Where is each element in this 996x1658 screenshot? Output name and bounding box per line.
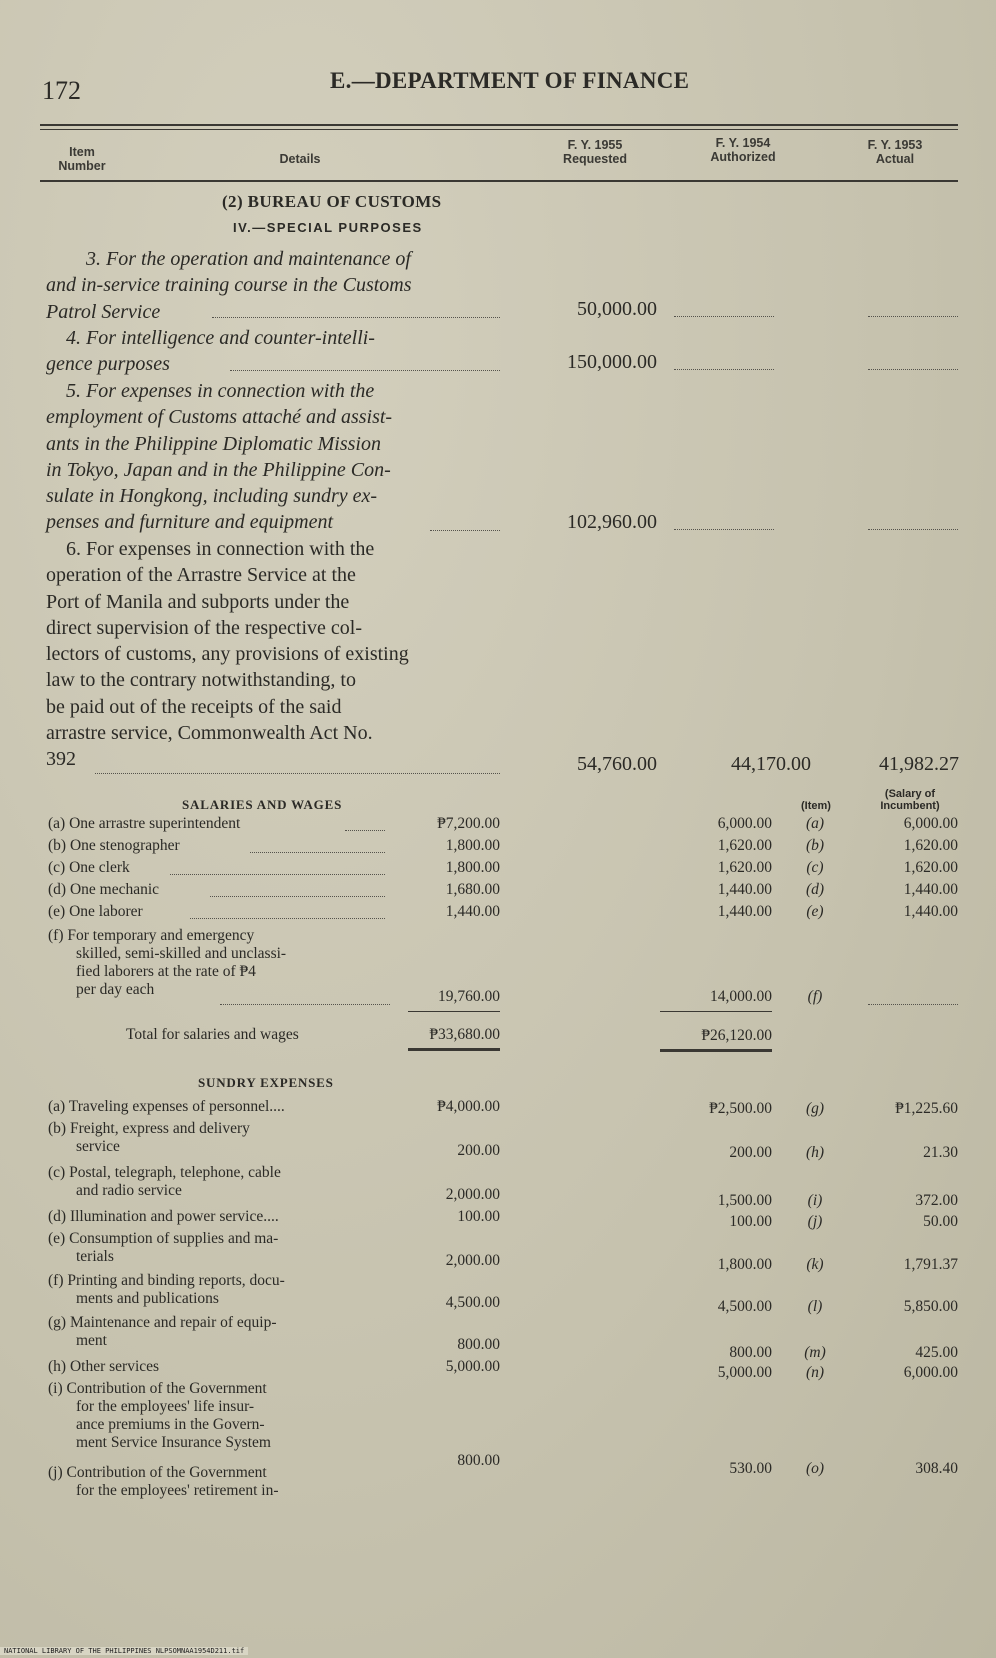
scan-footer: NATIONAL LIBRARY OF THE PHILIPPINES NLPSOMNAA1954D211.tif <box>0 1647 248 1655</box>
sundry-row-actual: 6,000.00 <box>903 1364 958 1381</box>
sundry-row-mark: (g) <box>805 1100 825 1117</box>
salary-row-mark: (c) <box>806 859 824 876</box>
leader-4-actual <box>868 369 958 370</box>
total-auth-double-rule <box>660 1049 772 1052</box>
sundry-row: (j) Contribution of the Government for the employees' retirement in- <box>48 1464 279 1499</box>
salary-row-amount: 1,440.00 <box>445 903 500 920</box>
salary-row-mark: (b) <box>805 837 825 854</box>
leader-6 <box>95 773 500 774</box>
item-4-requested: 150,000.00 <box>567 351 657 373</box>
sundry-row-amount: 100.00 <box>457 1208 500 1225</box>
page-title: E.—DEPARTMENT OF FINANCE <box>330 68 690 93</box>
salary-row-mark: (d) <box>805 881 825 898</box>
salary-row-leader <box>210 896 385 897</box>
page-number: 172 <box>42 76 81 105</box>
leader-3-auth <box>674 316 774 317</box>
leader-3-actual <box>868 316 958 317</box>
col-fy1955: F. Y. 1955 Requested <box>563 138 627 166</box>
col-fy1953: F. Y. 1953 Actual <box>867 138 923 166</box>
salary-row-amount: 1,680.00 <box>445 881 500 898</box>
sundry-row: (c) Postal, telegraph, telephone, cable and radio service <box>48 1164 281 1199</box>
sundry-row-actual: 50.00 <box>923 1213 958 1230</box>
incumbent-col-hdr: (Salary of Incumbent) <box>880 788 940 812</box>
leader-temp-actual <box>868 1004 958 1005</box>
sundry-row: (e) Consumption of supplies and ma- terials <box>48 1230 279 1265</box>
sundry-row-auth: 1,800.00 <box>717 1256 772 1273</box>
sundry-row-auth: 530.00 <box>729 1460 772 1477</box>
sundry-row-auth: 200.00 <box>729 1144 772 1161</box>
sundry-row-mark: (n) <box>805 1364 825 1381</box>
sundry-row-amount: 2,000.00 <box>445 1252 500 1269</box>
temp-amount: 19,760.00 <box>438 988 500 1005</box>
sundry-row: (f) Printing and binding reports, docu- ments and publications <box>48 1272 285 1307</box>
salary-row-mark: (e) <box>806 903 824 920</box>
sundry-row-auth: 1,500.00 <box>717 1192 772 1209</box>
sundry-row-amount: 5,000.00 <box>445 1358 500 1375</box>
top-rule <box>40 124 958 126</box>
sundry-row-actual: 5,850.00 <box>903 1298 958 1315</box>
salaries-heading: SALARIES AND WAGES <box>182 797 343 812</box>
bureau-heading: (2) BUREAU OF CUSTOMS <box>222 192 442 211</box>
leader-temp <box>220 1004 390 1005</box>
top-rule-2 <box>40 129 958 130</box>
salary-row-actual: 1,620.00 <box>903 859 958 876</box>
salary-row-actual: 6,000.00 <box>903 815 958 832</box>
total-double-rule <box>408 1048 500 1051</box>
salary-row-leader <box>190 918 385 919</box>
item-6-requested: 54,760.00 <box>577 753 657 775</box>
item-3: 3. For the operation and maintenance of and in-service training course in the Customs Patrol Service <box>46 248 412 323</box>
sundry-row-mark: (k) <box>806 1256 824 1273</box>
total-rule-top <box>408 1011 500 1012</box>
sundry-row-actual: 308.40 <box>915 1460 958 1477</box>
sundry-row-amount: 200.00 <box>457 1142 500 1159</box>
sundry-row-auth: 800.00 <box>729 1344 772 1361</box>
salary-row-amount: ₱7,200.00 <box>437 815 500 832</box>
sundry-row-amount: 2,000.00 <box>445 1186 500 1203</box>
sundry-row-auth: 5,000.00 <box>717 1364 772 1381</box>
sundry-row-actual: 372.00 <box>915 1192 958 1209</box>
leader-4-auth <box>674 369 774 370</box>
salary-row-leader <box>345 830 385 831</box>
sundry-heading: SUNDRY EXPENSES <box>198 1075 334 1090</box>
sundry-row-actual: ₱1,225.60 <box>895 1100 958 1117</box>
sundry-row-mark: (j) <box>807 1213 823 1230</box>
item-5-requested: 102,960.00 <box>567 511 657 533</box>
sundry-row-mark: (i) <box>807 1192 823 1209</box>
salary-row-auth: 1,620.00 <box>717 859 772 876</box>
salary-row-label: (c) One clerk <box>48 859 130 876</box>
salary-row-leader <box>170 874 385 875</box>
temp-mark: (f) <box>807 988 823 1005</box>
item-6: 6. For expenses in connection with the operation of the Arrastre Service at the Port of Manila and subports under the direct supervision of the respective col- lectors of customs, any provisions of existing law to the contrary notwithstanding, to be paid out of the receipts of the said arrastre service, Commonwealth Act No. 392 <box>46 538 409 771</box>
item-4: 4. For intelligence and counter-intelli- gence purposes <box>46 327 375 376</box>
salary-row-auth: 1,440.00 <box>717 881 772 898</box>
salary-row-label: (e) One laborer <box>48 903 143 920</box>
sundry-row-amount: 4,500.00 <box>445 1294 500 1311</box>
salary-row-label: (d) One mechanic <box>48 881 160 898</box>
salary-row-leader <box>250 852 385 853</box>
item-3-requested: 50,000.00 <box>577 298 657 320</box>
item-6-authorized: 44,170.00 <box>731 753 811 775</box>
salary-row-auth: 6,000.00 <box>717 815 772 832</box>
leader-5-actual <box>868 529 958 530</box>
sundry-row: (a) Traveling expenses of personnel.... <box>48 1098 285 1115</box>
salary-row-mark: (a) <box>805 815 825 832</box>
leader-3 <box>212 317 500 318</box>
salaries-total-auth: ₱26,120.00 <box>701 1027 772 1044</box>
sundry-row: (i) Contribution of the Government for the employees' life insur- ance premiums in the Govern- ment Service Insurance System <box>48 1380 271 1451</box>
temp-auth: 14,000.00 <box>710 988 772 1005</box>
salary-row-auth: 1,440.00 <box>717 903 772 920</box>
sundry-row-amount: 800.00 <box>457 1452 500 1469</box>
item-col-hdr: (Item) <box>801 800 831 812</box>
sundry-row: (g) Maintenance and repair of equip- ment <box>48 1314 277 1349</box>
item-6-actual: 41,982.27 <box>879 753 959 775</box>
sundry-row-auth: ₱2,500.00 <box>709 1100 772 1117</box>
sundry-row: (b) Freight, express and delivery service <box>48 1120 250 1155</box>
salary-row-actual: 1,440.00 <box>903 903 958 920</box>
salary-row-label: (a) One arrastre superintendent <box>48 815 241 832</box>
salary-row-amount: 1,800.00 <box>445 837 500 854</box>
salary-row-actual: 1,620.00 <box>903 837 958 854</box>
header-bottom-rule <box>40 180 958 182</box>
salaries-total-label: Total for salaries and wages <box>126 1026 299 1043</box>
salaries-total-amount: ₱33,680.00 <box>429 1026 500 1043</box>
sundry-row-amount: 800.00 <box>457 1336 500 1353</box>
sundry-row-actual: 1,791.37 <box>903 1256 958 1273</box>
salary-row-actual: 1,440.00 <box>903 881 958 898</box>
temp-laborers: (f) For temporary and emergency skilled, semi-skilled and unclassi- fied laborers at the rate of ₱4 per day each <box>48 927 287 998</box>
total-auth-rule-top <box>660 1011 772 1012</box>
leader-5-auth <box>674 529 774 530</box>
salary-row-auth: 1,620.00 <box>717 837 772 854</box>
sundry-row-mark: (o) <box>805 1460 825 1477</box>
col-fy1954: F. Y. 1954 Authorized <box>710 136 776 164</box>
sundry-row-auth: 4,500.00 <box>717 1298 772 1315</box>
sundry-row-mark: (l) <box>807 1298 823 1315</box>
salary-row-label: (b) One stenographer <box>48 837 180 854</box>
col-details: Details <box>279 152 321 166</box>
sundry-row-amount: ₱4,000.00 <box>437 1098 500 1115</box>
sundry-row-auth: 100.00 <box>729 1213 772 1230</box>
item-5: 5. For expenses in connection with the employment of Customs attaché and assist- ants in the Philippine Diplomatic Mission in Tokyo, Japan and in the Philippine Con- sulate in Hongkong, including sundry ex- penses and furniture and equipment <box>46 380 393 534</box>
sundry-row-actual: 425.00 <box>915 1344 958 1361</box>
sundry-row-mark: (m) <box>804 1344 826 1361</box>
sundry-row: (d) Illumination and power service.... <box>48 1208 279 1225</box>
purpose-heading: IV.—SPECIAL PURPOSES <box>233 220 423 235</box>
salary-row-amount: 1,800.00 <box>445 859 500 876</box>
leader-5 <box>430 530 500 531</box>
col-item-number: Item Number <box>58 145 106 173</box>
sundry-row-mark: (h) <box>805 1144 825 1161</box>
sundry-row: (h) Other services <box>48 1358 160 1375</box>
sundry-row-actual: 21.30 <box>923 1144 958 1161</box>
leader-4 <box>230 370 500 371</box>
